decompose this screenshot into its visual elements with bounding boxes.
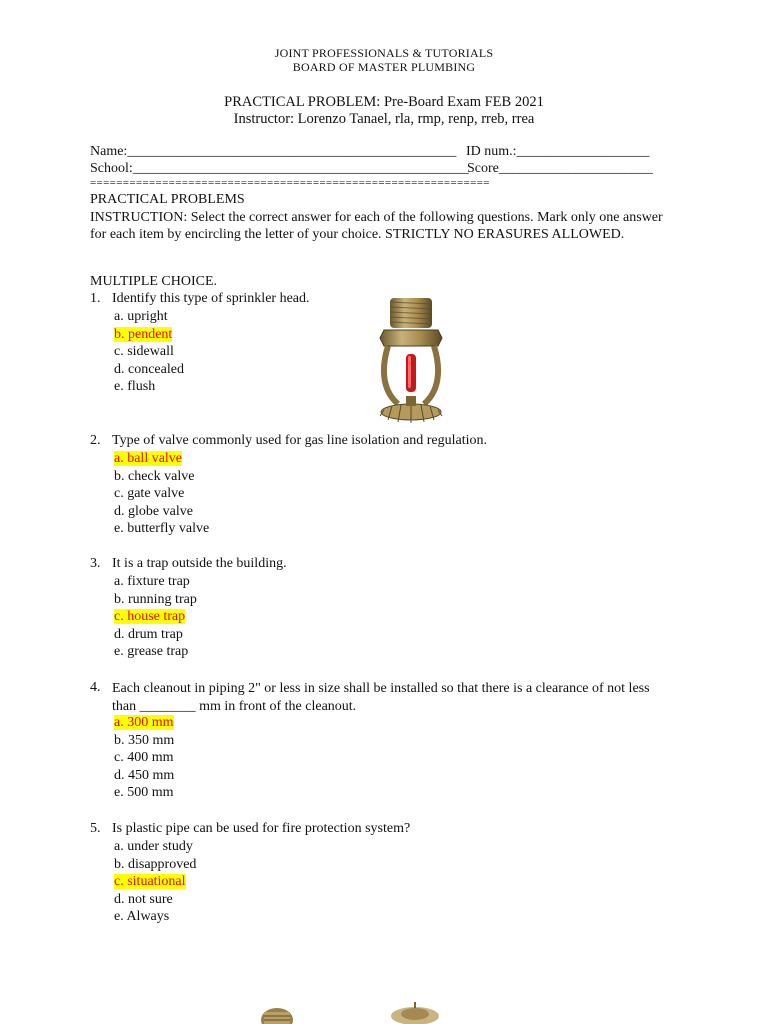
multiple-choice-heading: MULTIPLE CHOICE. [90, 274, 218, 289]
option-a-answer[interactable]: a. ball valve [114, 451, 183, 466]
pendent-sprinkler-head-image [370, 292, 452, 432]
question-text: Each cleanout in piping 2" or less in size shall be installed so that there is a clearance of not less than ________ mm in front of the cleanout. [112, 681, 650, 714]
option-e[interactable]: e. 500 mm [114, 785, 174, 801]
option-b[interactable]: b. check valve [114, 468, 195, 484]
option-d[interactable]: d. not sure [114, 891, 173, 907]
sprinkler-image-partial-left [256, 1006, 298, 1024]
question-1 [90, 291, 310, 307]
option-c[interactable]: c. gate valve [114, 486, 185, 502]
question-text: It is a trap outside the building. [112, 556, 287, 571]
question-text: Identify this type of sprinkler head. [112, 291, 310, 306]
option-d[interactable]: d. 450 mm [114, 767, 175, 783]
option-c-answer[interactable]: c. house trap [114, 609, 186, 625]
option-d[interactable]: d. drum trap [114, 626, 183, 642]
board-name: BOARD OF MASTER PLUMBING [292, 60, 476, 74]
option-b-answer[interactable]: b. pendent [114, 326, 173, 342]
question-3 [90, 556, 287, 572]
options-1 [114, 308, 184, 396]
option-e[interactable]: e. Always [114, 909, 170, 925]
instruction-text: INSTRUCTION: Select the correct answer for each of the following questions. Mark only one answer for each item by encircling the letter of your choice. STRICTLY NO ERASURES ALLOWED. [90, 210, 663, 242]
section-title: PRACTICAL PROBLEMS [90, 192, 245, 207]
exam-title: PRACTICAL PROBLEM: Pre-Board Exam FEB 2021 [224, 94, 544, 110]
question-text: Is plastic pipe can be used for fire protection system? [112, 821, 411, 836]
id-field: ID num.:___________________ [466, 144, 650, 159]
option-a-answer[interactable]: a. 300 mm [114, 715, 174, 730]
options-4 [114, 714, 174, 802]
score-field: Score______________________ [467, 161, 653, 176]
option-a[interactable]: a. fixture trap [114, 574, 190, 589]
options-5 [114, 838, 196, 926]
option-a[interactable]: a. under study [114, 839, 193, 854]
question-number: 5. [90, 821, 101, 836]
option-c-answer[interactable]: c. situational [114, 874, 186, 890]
question-number: 4. [90, 680, 101, 695]
option-e[interactable]: e. butterfly valve [114, 521, 210, 537]
org-name: JOINT PROFESSIONALS & TUTORIALS [274, 46, 494, 60]
option-d[interactable]: d. globe valve [114, 503, 193, 519]
option-c[interactable]: c. 400 mm [114, 750, 174, 766]
question-number: 1. [90, 291, 101, 306]
option-c[interactable]: c. sidewall [114, 344, 174, 360]
option-b[interactable]: b. running trap [114, 591, 197, 607]
option-e[interactable]: e. flush [114, 379, 156, 395]
divider: ============================================================= [90, 177, 490, 189]
question-5 [90, 821, 410, 837]
question-number: 3. [90, 556, 101, 571]
options-3 [114, 573, 197, 661]
option-a[interactable]: a. upright [114, 309, 168, 324]
name-field: Name:_______________________________________________ [90, 144, 457, 159]
question-4 [90, 680, 650, 716]
instructor-line: Instructor: Lorenzo Tanael, rla, rmp, renp, rreb, rrea [233, 111, 535, 127]
question-number: 2. [90, 433, 101, 448]
school-field: School:________________________________________________ [90, 161, 469, 176]
sprinkler-image-partial-right [388, 1002, 442, 1024]
options-2 [114, 450, 209, 538]
question-text: Type of valve commonly used for gas line isolation and regulation. [112, 433, 487, 448]
option-b[interactable]: b. disapproved [114, 856, 197, 872]
option-b[interactable]: b. 350 mm [114, 732, 175, 748]
option-e[interactable]: e. grease trap [114, 644, 189, 660]
question-2 [90, 433, 487, 449]
option-d[interactable]: d. concealed [114, 361, 184, 377]
